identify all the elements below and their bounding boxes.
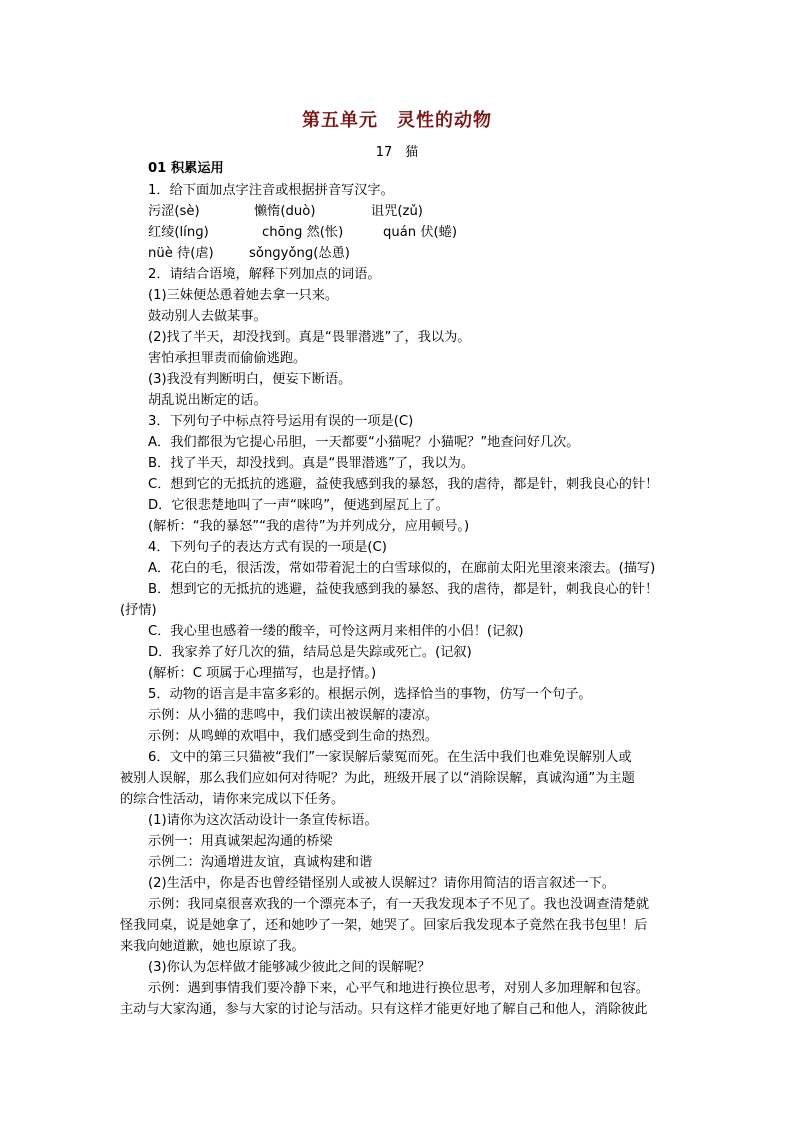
q6-part3-prompt: (3)你认为怎样做才能够减少彼此之间的误解呢？	[148, 960, 431, 975]
q6-part1-prompt: (1)请你为这次活动设计一条宣传标语。	[148, 813, 378, 828]
q6-stem: 被别人误解，那么我们应如何对待呢？为此，班级开展了以“消除误解，真诚沟通”为主题	[120, 771, 635, 786]
q4-stem: 4．下列句子的表达方式有误的一项是(C)	[148, 540, 387, 555]
q6-part1-example: 示例一：用真诚架起沟通的桥梁	[148, 834, 333, 849]
q3-option: D．它很悲楚地叫了一声“咪呜”，便逃到屋瓦上了。	[148, 498, 449, 513]
unit-title: 第五单元 灵性的动物	[302, 110, 492, 131]
q1-item: 污涩(sè)	[148, 204, 200, 219]
q2-stem: 2．请结合语境，解释下列加点的词语。	[148, 267, 381, 282]
section-label: 01 积累运用	[148, 161, 224, 176]
q6-part3-example: 示例：遇到事情我们要冷静下来，心平气和地进行换位思考，对别人多加理解和包容。	[148, 981, 650, 996]
lesson-title: 17 猫	[375, 145, 419, 160]
q3-analysis: (解析：“我的暴怒”“我的虐待”为并列成分，应用顿号。)	[148, 519, 470, 534]
q5-example: 示例：从小猫的悲鸣中，我们读出被误解的凄凉。	[148, 708, 439, 723]
q6-part3-example: 主动与大家沟通，参与大家的讨论与活动。只有这样才能更好地了解自己和他人，消除彼此	[120, 1002, 648, 1017]
q3-option: B．找了半天，却没找到。真是“畏罪潜逃”了，我以为。	[148, 456, 475, 471]
q1-stem: 1．给下面加点字注音或根据拼音写汉字。	[148, 183, 394, 198]
q6-part2-example: 示例：我同桌很喜欢我的一个漂亮本子，有一天我发现本子不见了。我也没调查清楚就	[148, 897, 650, 912]
q1-item: quán 伏(蜷)	[383, 225, 458, 240]
q6-part2-example: 来我向她道歉，她也原谅了我。	[120, 939, 305, 954]
q1-item: nüè 待(虐)	[148, 246, 214, 261]
q6-stem: 6．文中的第三只猫被“我们”一家误解后蒙冤而死。在生活中我们也难免误解别人或	[148, 750, 632, 765]
q5-example: 示例：从鸣蝉的欢唱中，我们感受到生命的热烈。	[148, 729, 439, 744]
q1-item: sǒnɡyǒnɡ(怂恿)	[249, 246, 350, 261]
q4-analysis: (解析：C 项属于心理描写，也是抒情。)	[148, 666, 377, 681]
q2-line: (1)三妹便怂恿着她去拿一只来。	[148, 288, 339, 303]
q3-stem: 3．下列句子中标点符号运用有误的一项是(C)	[148, 414, 414, 429]
q4-option: (抒情)	[120, 603, 157, 618]
q4-option: C．我心里也感着一缕的酸辛，可怜这两月来相伴的小侣！(记叙)	[148, 624, 524, 639]
q2-line: 鼓动别人去做某事。	[148, 309, 267, 324]
q6-part2-prompt: (2)生活中，你是否也曾经错怪别人或被人误解过？请你用简洁的语言叙述一下。	[148, 876, 616, 891]
q3-option: A．我们都很为它提心吊胆，一天都要“小猫呢？小猫呢？”地查问好几次。	[148, 435, 580, 450]
q4-option: B．想到它的无抵抗的逃避，益使我感到我的暴怒、我的虐待，都是针，刺我良心的针！	[148, 582, 659, 597]
q3-option: C．想到它的无抵抗的逃避，益使我感到我的暴怒，我的虐待，都是针，刺我良心的针！	[148, 477, 659, 492]
q2-line: 胡乱说出断定的话。	[148, 393, 267, 408]
q1-item: 诅咒(zǔ)	[371, 204, 423, 219]
q6-part1-example: 示例二：沟通增进友谊，真诚构建和谐	[148, 855, 373, 870]
q5-stem: 5．动物的语言是丰富多彩的。根据示例，选择恰当的事物，仿写一个句子。	[148, 687, 592, 702]
q2-line: 害怕承担罪责而偷偷逃跑。	[148, 351, 307, 366]
q4-option: D．我家养了好几次的猫，结局总是失踪或死亡。(记叙)	[148, 645, 472, 660]
q6-part2-example: 怪我同桌，说是她拿了，还和她吵了一架，她哭了。回家后我发现本子竟然在我书包里！后	[120, 918, 648, 933]
q2-line: (2)找了半天，却没找到。真是“畏罪潜逃”了，我以为。	[148, 330, 471, 345]
q1-item: 懒惰(duò)	[254, 204, 316, 219]
q6-stem: 的综合性活动，请你来完成以下任务。	[120, 792, 345, 807]
q1-item: 红绫(línɡ)	[148, 225, 209, 240]
q2-line: (3)我没有判断明白，便妄下断语。	[148, 372, 352, 387]
q1-item: chōnɡ 然(怅)	[262, 225, 344, 240]
q4-option: A．花白的毛，很活泼，常如带着泥土的白雪球似的，在廊前太阳光里滚来滚去。(描写)	[148, 561, 656, 576]
